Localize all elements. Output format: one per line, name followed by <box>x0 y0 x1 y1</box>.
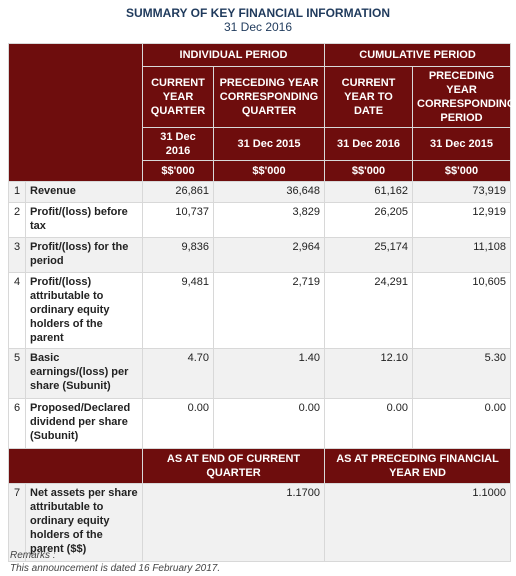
cell-value: 1.1000 <box>325 484 511 562</box>
cell-value: 10,737 <box>143 203 214 238</box>
remarks-heading: Remarks : <box>10 550 56 561</box>
cell-value: 61,162 <box>325 182 413 203</box>
table-row <box>9 399 511 449</box>
cell-value: 2,719 <box>214 273 325 349</box>
col-header-current-quarter: CURRENT YEAR QUARTER <box>143 67 214 128</box>
row-number: 5 <box>9 349 26 399</box>
cell-value: 36,648 <box>214 182 325 203</box>
col-date: 31 Dec 2015 <box>413 128 511 161</box>
col-date: 31 Dec 2015 <box>214 128 325 161</box>
financial-table <box>8 43 516 562</box>
remarks <box>10 549 220 575</box>
cell-value: 1.1700 <box>143 484 325 562</box>
col-date: 31 Dec 2016 <box>325 128 413 161</box>
col-unit: $$'000 <box>143 161 214 182</box>
report-date: 31 Dec 2016 <box>223 20 293 34</box>
group-individual: INDIVIDUAL PERIOD <box>143 44 325 67</box>
col-header-current-ytd: CURRENT YEAR TO DATE <box>325 67 413 128</box>
cell-value: 73,919 <box>413 182 511 203</box>
row-number: 3 <box>9 238 26 273</box>
table-row <box>9 182 511 203</box>
col-header-preceding-period: PRECEDING YEAR CORRESPONDING PERIOD <box>413 67 511 128</box>
cell-value: 10,605 <box>413 273 511 349</box>
col-unit: $$'000 <box>325 161 413 182</box>
col-date: 31 Dec 2016 <box>143 128 214 161</box>
col-header-preceding-year-end: AS AT PRECEDING FINANCIAL YEAR END <box>325 449 511 484</box>
group-cumulative: CUMULATIVE PERIOD <box>325 44 511 67</box>
cell-value: 11,108 <box>413 238 511 273</box>
table-row <box>9 273 511 349</box>
header-corner <box>9 44 143 182</box>
cell-value: 0.00 <box>143 399 214 449</box>
cell-value: 1.40 <box>214 349 325 399</box>
row-number: 6 <box>9 399 26 449</box>
row-number: 4 <box>9 273 26 349</box>
cell-value: 9,481 <box>143 273 214 349</box>
row-number: 1 <box>9 182 26 203</box>
cell-value: 4.70 <box>143 349 214 399</box>
cell-value: 0.00 <box>413 399 511 449</box>
row-label: Profit/(loss) attributable to ordinary equity holders of the parent <box>26 273 143 349</box>
cell-value: 3,829 <box>214 203 325 238</box>
row-label: Profit/(loss) before tax <box>26 203 143 238</box>
row-label: Net assets per share attributable to ordinary equity holders of the parent ($$) <box>26 484 143 562</box>
cell-value: 0.00 <box>214 399 325 449</box>
row-number: 2 <box>9 203 26 238</box>
col-unit: $$'000 <box>413 161 511 182</box>
cell-value: 12.10 <box>325 349 413 399</box>
table-row <box>9 238 511 273</box>
cell-value: 5.30 <box>413 349 511 399</box>
assets-header-corner <box>9 449 143 484</box>
report-title: SUMMARY OF KEY FINANCIAL INFORMATION <box>126 6 390 20</box>
cell-value: 0.00 <box>325 399 413 449</box>
remarks-text: This announcement is dated 16 February 2017. <box>10 563 221 574</box>
cell-value: 9,836 <box>143 238 214 273</box>
row-label: Proposed/Declared dividend per share (Subunit) <box>26 399 143 449</box>
cell-value: 12,919 <box>413 203 511 238</box>
row-label: Basic earnings/(loss) per share (Subunit) <box>26 349 143 399</box>
table-row <box>9 349 511 399</box>
cell-value: 24,291 <box>325 273 413 349</box>
row-number: 7 <box>9 484 26 562</box>
cell-value: 26,861 <box>143 182 214 203</box>
row-label: Profit/(loss) for the period <box>26 238 143 273</box>
col-header-end-current-quarter: AS AT END OF CURRENT QUARTER <box>143 449 325 484</box>
cell-value: 25,174 <box>325 238 413 273</box>
cell-value: 2,964 <box>214 238 325 273</box>
col-header-preceding-quarter: PRECEDING YEAR CORRESPONDING QUARTER <box>214 67 325 128</box>
table-row <box>9 203 511 238</box>
col-unit: $$'000 <box>214 161 325 182</box>
row-label: Revenue <box>26 182 143 203</box>
cell-value: 26,205 <box>325 203 413 238</box>
